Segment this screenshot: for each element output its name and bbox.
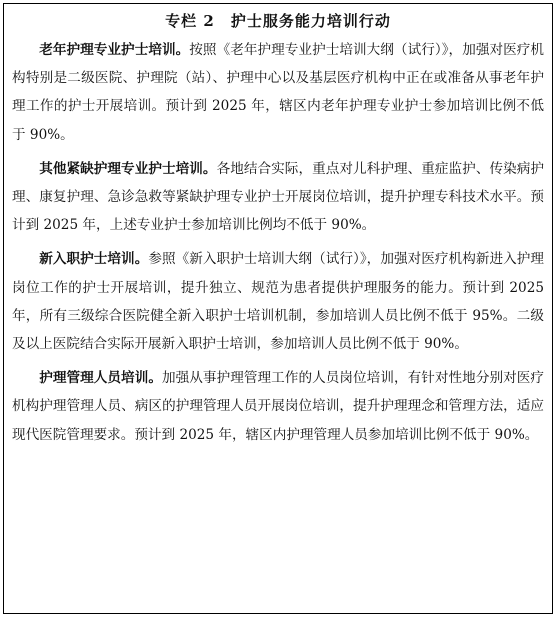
column-title: 专栏 2 护士服务能力培训行动 <box>165 12 391 30</box>
section-nursing-management-training <box>12 364 544 449</box>
section-heading: 护理管理人员培训。 <box>39 370 162 387</box>
section-new-nurse-training <box>12 245 544 358</box>
section-body: 加强从事护理管理工作的人员岗位培训，有针对性地分别对医疗机构护理管理人员、病区的护理管理人员开展岗位培训，提升护理理念和管理方法，适应现代医院管理要求。预计到 2025 年，辖区内护理管理人员参加培训比例不低于 90%。 <box>12 370 545 443</box>
section-heading: 老年护理专业护士培训。 <box>39 42 190 58</box>
section-heading: 其他紧缺护理专业护士培训。 <box>39 160 217 177</box>
section-heading: 新入职护士培训。 <box>39 251 149 268</box>
section-elderly-care-training <box>12 36 544 149</box>
section-shortage-specialty-training <box>12 155 544 240</box>
section-body: 参照《新入职护士培训大纲（试行）》，加强对医疗机构新进入护理岗位工作的护士开展培训，提升独立、规范为患者提供护理服务的能力。预计到 2025 年，所有三级综合医院健全新入职护士培训机制，参加培训人员比例不低于 95%。二级及以上医院结合实际开展新入职护士培训，参加培训人员比例不低于 90%。 <box>12 251 544 353</box>
section-body: 按照《老年护理专业护士培训大纲（试行）》，加强对医疗机构特别是二级医院、护理院（站）、护理中心以及基层医疗机构中正在或准备从事老年护理工作的护士开展培训。预计到 2025 年，辖区内老年护理专业护士参加培训比例不低于 90%。 <box>12 42 545 143</box>
section-body: 各地结合实际，重点对儿科护理、重症监护、传染病护理、康复护理、急诊急救等紧缺护理专业护士开展岗位培训，提升护理专科技术水平。预计到 2025 年，上述专业护士参加培训比例均不低于 90%。 <box>12 160 545 234</box>
column-box <box>3 3 553 614</box>
